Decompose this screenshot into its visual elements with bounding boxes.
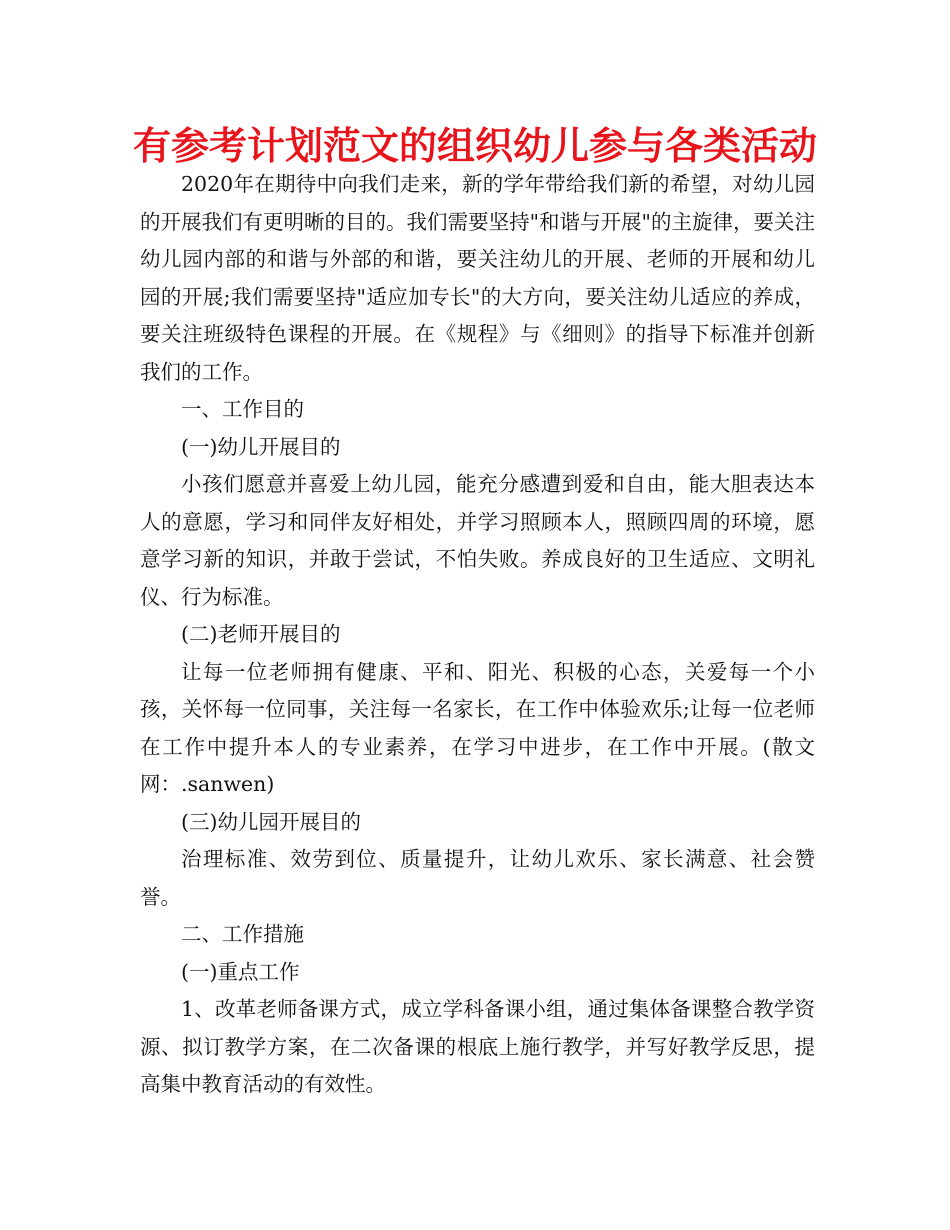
paragraph-teacher-goals: 让每一位老师拥有健康、平和、阳光、积极的心态，关爱每一个小孩，关怀每一位同事，关注每一名家长，在工作中体验欢乐;让每一位老师在工作中提升本人的专业素养，在学习中进步，在工作中开展。(散文网：.sanwen): [140, 659, 815, 796]
subheading-kindergarten-goals: (三)幼儿园开展目的: [181, 809, 361, 834]
paragraph-key-work-1: 1、改革老师备课方式，成立学科备课小组，通过集体备课整合教学资源、拟订教学方案，在二次备课的根底上施行教学，并写好教学反思，提高集中教育活动的有效性。: [140, 997, 815, 1096]
subheading-key-work: (一)重点工作: [181, 959, 300, 984]
document-title: 有参考计划范文的组织幼儿参与各类活动: [132, 124, 817, 168]
paragraph-intro: 2020年在期待中向我们走来，新的学年带给我们新的希望，对幼儿园的开展我们有更明晰的目的。我们需要坚持"和谐与开展"的主旋律，要关注幼儿园内部的和谐与外部的和谐，要关注幼儿的开展、老师的开展和幼儿园的开展;我们需要坚持"适应加专长"的大方向，要关注幼儿适应的养成，要关注班级特色课程的开展。在《规程》与《细则》的指导下标准并创新我们的工作。: [140, 172, 815, 384]
document-body: [140, 166, 815, 1104]
paragraph-kindergarten-goals: 治理标准、效劳到位、质量提升，让幼儿欢乐、家长满意、社会赞誉。: [140, 847, 815, 909]
section-heading-work-goals: 一、工作目的: [181, 397, 304, 421]
paragraph-child-goals: 小孩们愿意并喜爱上幼儿园，能充分感遭到爱和自由，能大胆表达本人的意愿，学习和同伴友好相处，并学习照顾本人，照顾四周的环境，愿意学习新的知识，并敢于尝试，不怕失败。养成良好的卫生适应、文明礼仪、行为标准。: [140, 472, 815, 609]
subheading-teacher-goals: (二)老师开展目的: [181, 622, 341, 646]
subheading-child-goals: (一)幼儿开展目的: [181, 434, 341, 459]
section-heading-work-measures: 二、工作措施: [181, 922, 304, 946]
